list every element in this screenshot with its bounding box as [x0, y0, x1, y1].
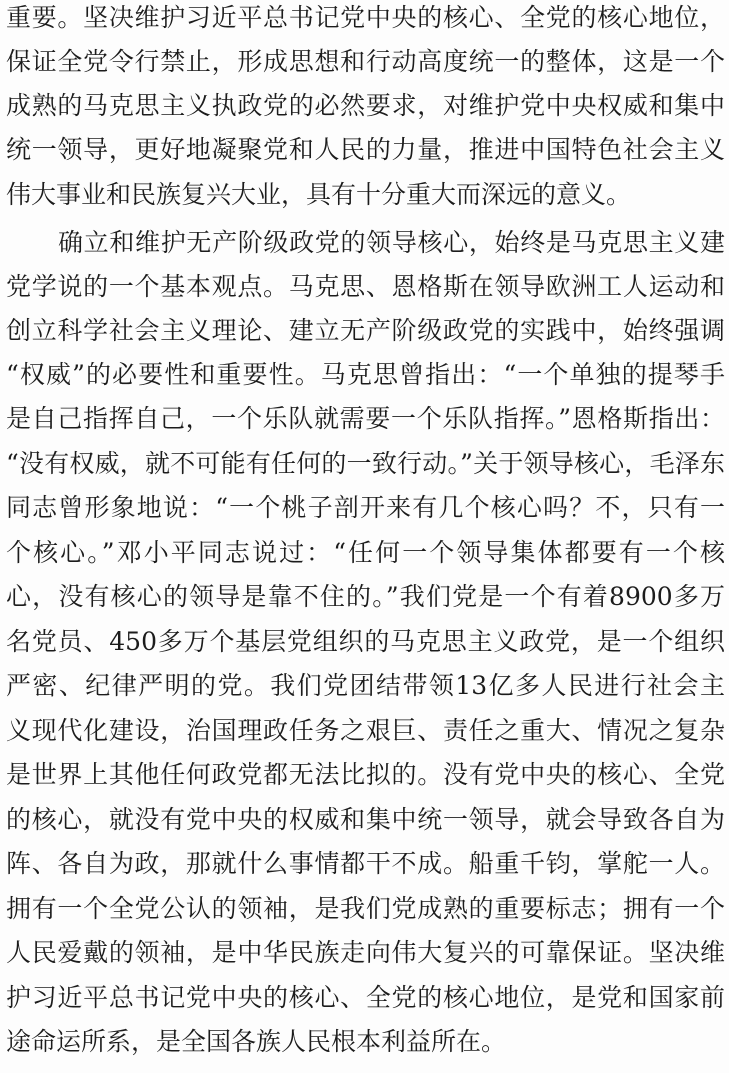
text-line: “权威”的必要性和重要性。马克思曾指出：“一个单独的提琴手	[6, 360, 725, 389]
text-line: 创立科学社会主义理论、建立无产阶级政党的实践中，始终强调	[6, 316, 725, 345]
text-line: 同志曾形象地说：“一个桃子剖开来有几个核心吗？不，只有一	[6, 493, 725, 522]
text-line: 成熟的马克思主义执政党的必然要求，对维护党中央权威和集中	[6, 91, 725, 120]
text-line: “没有权威，就不可能有任何的一致行动。”关于领导核心，毛泽东	[6, 449, 725, 478]
text-line: 重要。坚决维护习近平总书记党中央的核心、全党的核心地位，	[6, 3, 725, 32]
text-line: 党学说的一个基本观点。马克思、恩格斯在领导欧洲工人运动和	[6, 272, 725, 301]
text-line: 严密、纪律严明的党。我们党团结带领13亿多人民进行社会主	[6, 671, 725, 700]
text-line: 保证全党令行禁止，形成思想和行动高度统一的整体，这是一个	[6, 47, 725, 76]
text-line: 个核心。”邓小平同志说过：“任何一个领导集体都要有一个核	[6, 538, 725, 567]
text-line: 统一领导，更好地凝聚党和人民的力量，推进中国特色社会主义	[6, 135, 725, 164]
text-line: 人民爱戴的领袖，是中华民族走向伟大复兴的可靠保证。坚决维	[6, 938, 725, 967]
text-line: 心，没有核心的领导是靠不住的。”我们党是一个有着8900多万	[6, 582, 725, 611]
text-line: 名党员、450多万个基层党组织的马克思主义政党，是一个组织	[6, 627, 725, 656]
text-line: 拥有一个全党公认的领袖，是我们党成熟的重要标志；拥有一个	[6, 894, 725, 923]
text-line: 阵、各自为政，那就什么事情都干不成。船重千钧，掌舵一人。	[6, 849, 725, 878]
text-line: 途命运所系，是全国各族人民根本利益所在。	[6, 1027, 507, 1056]
text-line: 是世界上其他任何政党都无法比拟的。没有党中央的核心、全党	[6, 760, 725, 789]
text-line: 义现代化建设，治国理政任务之艰巨、责任之重大、情况之复杂	[6, 716, 725, 745]
text-line: 是自己指挥自己，一个乐队就需要一个乐队指挥。”恩格斯指出：	[6, 404, 725, 433]
text-line: 的核心，就没有党中央的权威和集中统一领导，就会导致各自为	[6, 805, 725, 834]
text-line: 伟大事业和民族复兴大业，具有十分重大而深远的意义。	[6, 180, 632, 209]
paragraph-first-line: 确立和维护无产阶级政党的领导核心，始终是马克思主义建	[58, 228, 725, 257]
text-line: 护习近平总书记党中央的核心、全党的核心地位，是党和国家前	[6, 983, 725, 1012]
